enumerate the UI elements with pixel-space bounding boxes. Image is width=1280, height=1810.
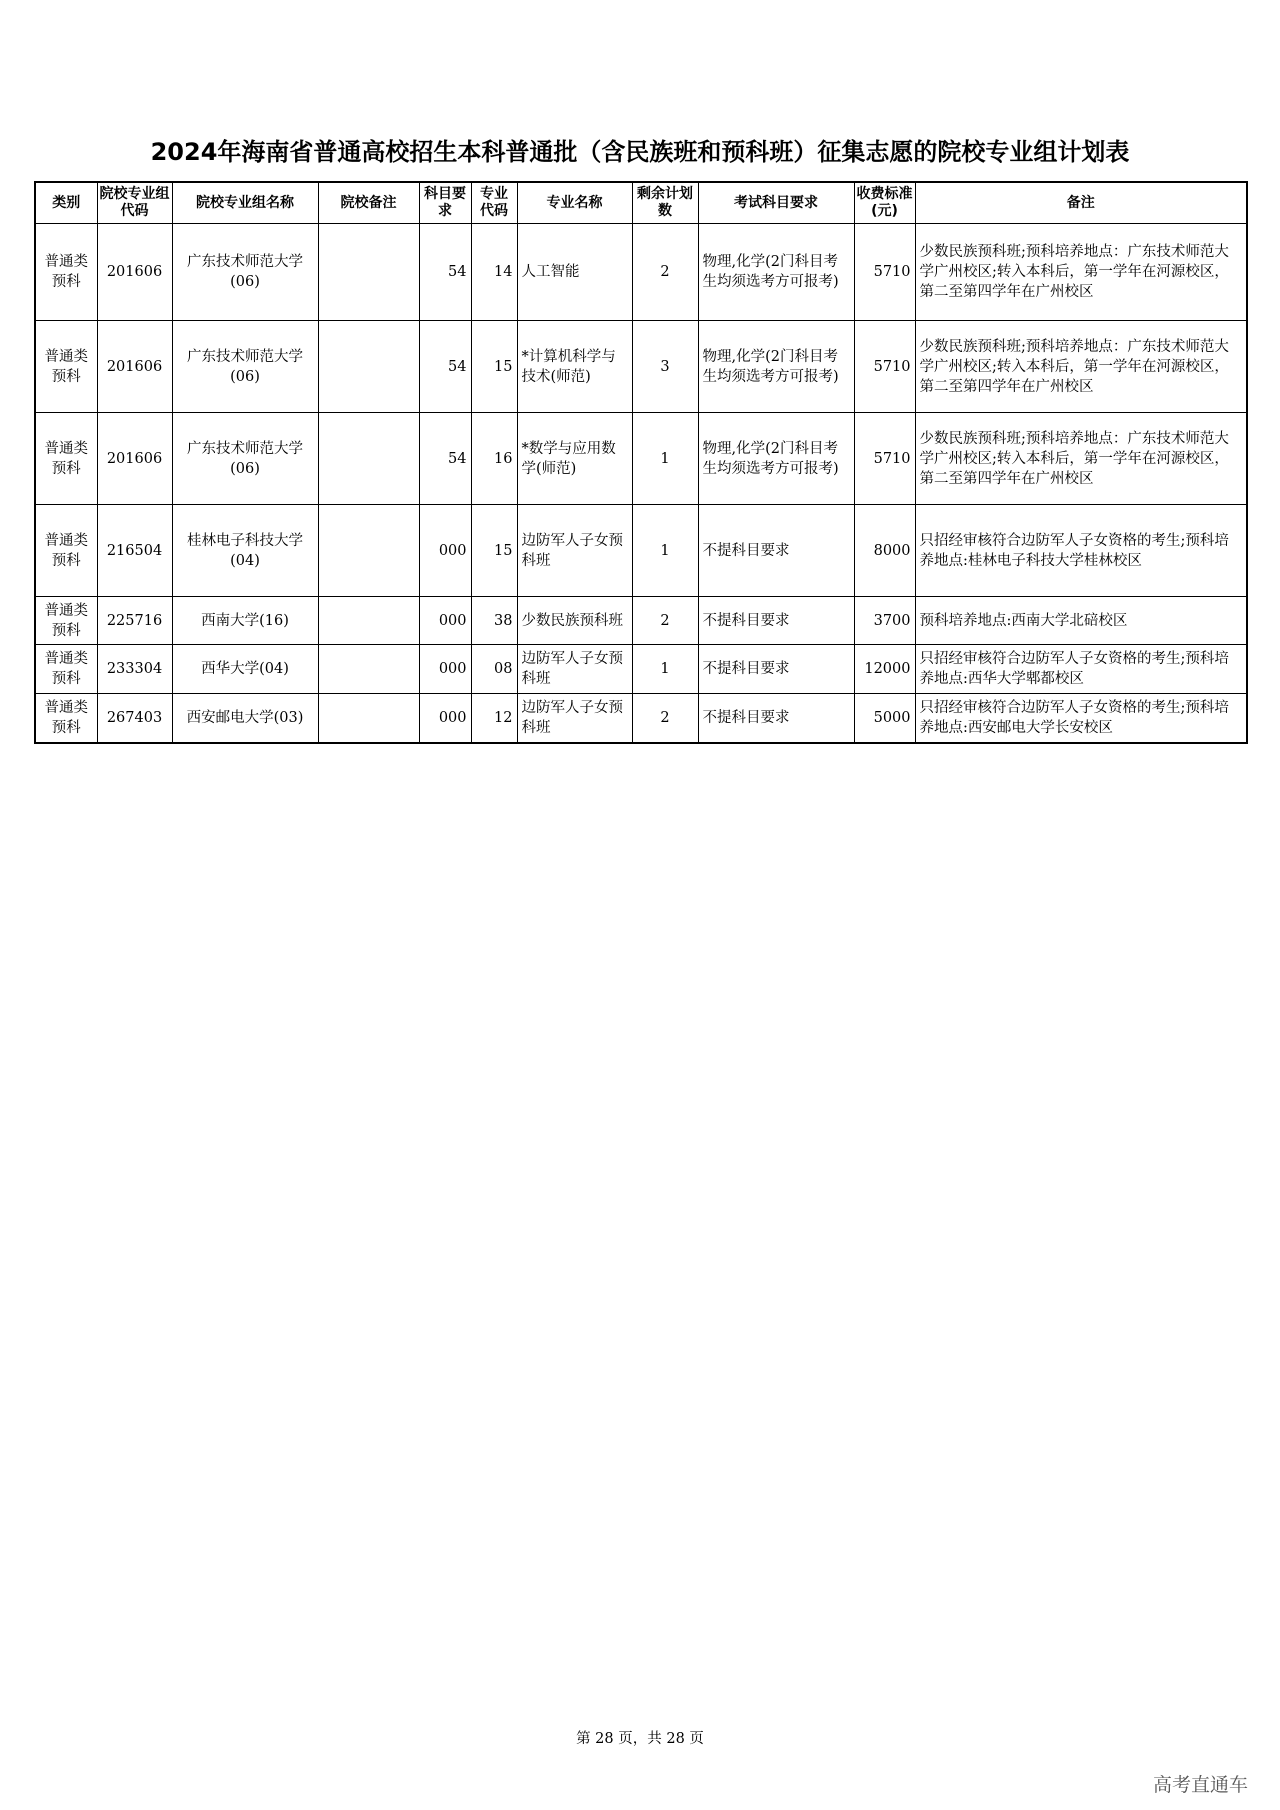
table-row (35, 224, 1247, 321)
cell-major-code: 12 (471, 694, 517, 744)
header-subject-req: 科目要求 (419, 182, 471, 224)
cell-remaining: 1 (632, 645, 698, 694)
cell-group-code: 267403 (97, 694, 172, 744)
cell-remark: 预科培养地点:西南大学北碚校区 (915, 597, 1247, 645)
cell-remark: 只招经审核符合边防军人子女资格的考生;预科培养地点:西华大学郫都校区 (915, 645, 1247, 694)
cell-major-name: 边防军人子女预科班 (517, 505, 632, 597)
cell-major-name: 人工智能 (517, 224, 632, 321)
plan-table (34, 181, 1248, 744)
cell-fee: 5710 (854, 413, 915, 505)
header-exam-req: 考试科目要求 (698, 182, 854, 224)
cell-group-code: 225716 (97, 597, 172, 645)
cell-subject-req: 54 (419, 321, 471, 413)
cell-remaining: 3 (632, 321, 698, 413)
table-row (35, 694, 1247, 744)
cell-group-name: 广东技术师范大学(06) (172, 224, 318, 321)
cell-group-code: 201606 (97, 224, 172, 321)
cell-remaining: 2 (632, 597, 698, 645)
cell-group-name: 广东技术师范大学(06) (172, 413, 318, 505)
cell-exam-req: 不提科目要求 (698, 597, 854, 645)
cell-subject-req: 54 (419, 224, 471, 321)
cell-remark: 少数民族预科班;预科培养地点：广东技术师范大学广州校区;转入本科后，第一学年在河源校区，第二至第四学年在广州校区 (915, 413, 1247, 505)
cell-group-code: 233304 (97, 645, 172, 694)
header-category: 类别 (35, 182, 97, 224)
cell-remark: 只招经审核符合边防军人子女资格的考生;预科培养地点:西安邮电大学长安校区 (915, 694, 1247, 744)
cell-major-name: 少数民族预科班 (517, 597, 632, 645)
cell-major-code: 08 (471, 645, 517, 694)
cell-subject-req: 000 (419, 505, 471, 597)
cell-category: 普通类预科 (35, 597, 97, 645)
header-group-name: 院校专业组名称 (172, 182, 318, 224)
header-major-name: 专业名称 (517, 182, 632, 224)
page-title: 2024年海南省普通高校招生本科普通批（含民族班和预科班）征集志愿的院校专业组计划表 (150, 138, 1130, 166)
watermark: 高考直通车 (1152, 1774, 1248, 1796)
cell-school-remark (318, 645, 419, 694)
cell-fee: 5710 (854, 321, 915, 413)
table-row (35, 413, 1247, 505)
cell-group-code: 216504 (97, 505, 172, 597)
cell-remaining: 1 (632, 413, 698, 505)
cell-fee: 3700 (854, 597, 915, 645)
cell-major-name: *计算机科学与技术(师范) (517, 321, 632, 413)
table-row (35, 321, 1247, 413)
cell-remaining: 2 (632, 224, 698, 321)
cell-fee: 5710 (854, 224, 915, 321)
cell-group-name: 西安邮电大学(03) (172, 694, 318, 744)
cell-category: 普通类预科 (35, 321, 97, 413)
cell-exam-req: 不提科目要求 (698, 505, 854, 597)
cell-group-code: 201606 (97, 321, 172, 413)
cell-exam-req: 物理,化学(2门科目考生均须选考方可报考) (698, 413, 854, 505)
cell-remaining: 2 (632, 694, 698, 744)
cell-category: 普通类预科 (35, 694, 97, 744)
cell-category: 普通类预科 (35, 505, 97, 597)
header-group-code: 院校专业组代码 (97, 182, 172, 224)
cell-group-name: 西华大学(04) (172, 645, 318, 694)
cell-school-remark (318, 597, 419, 645)
cell-school-remark (318, 694, 419, 744)
cell-fee: 5000 (854, 694, 915, 744)
cell-group-name: 桂林电子科技大学(04) (172, 505, 318, 597)
cell-group-name: 西南大学(16) (172, 597, 318, 645)
cell-group-code: 201606 (97, 413, 172, 505)
cell-major-name: 边防军人子女预科班 (517, 645, 632, 694)
header-major-code: 专业代码 (471, 182, 517, 224)
cell-major-code: 38 (471, 597, 517, 645)
cell-major-name: 边防军人子女预科班 (517, 694, 632, 744)
cell-exam-req: 不提科目要求 (698, 645, 854, 694)
header-remaining: 剩余计划数 (632, 182, 698, 224)
header-school-remark: 院校备注 (318, 182, 419, 224)
table-row (35, 505, 1247, 597)
cell-school-remark (318, 224, 419, 321)
cell-subject-req: 54 (419, 413, 471, 505)
cell-school-remark (318, 505, 419, 597)
table-row (35, 645, 1247, 694)
cell-subject-req: 000 (419, 597, 471, 645)
cell-school-remark (318, 413, 419, 505)
cell-major-code: 15 (471, 321, 517, 413)
cell-fee: 12000 (854, 645, 915, 694)
cell-remaining: 1 (632, 505, 698, 597)
cell-category: 普通类预科 (35, 645, 97, 694)
header-fee: 收费标准(元) (854, 182, 915, 224)
table-row (35, 597, 1247, 645)
cell-subject-req: 000 (419, 694, 471, 744)
cell-remark: 少数民族预科班;预科培养地点：广东技术师范大学广州校区;转入本科后，第一学年在河源校区，第二至第四学年在广州校区 (915, 321, 1247, 413)
cell-remark: 只招经审核符合边防军人子女资格的考生;预科培养地点:桂林电子科技大学桂林校区 (915, 505, 1247, 597)
cell-fee: 8000 (854, 505, 915, 597)
cell-major-code: 15 (471, 505, 517, 597)
cell-group-name: 广东技术师范大学(06) (172, 321, 318, 413)
cell-category: 普通类预科 (35, 413, 97, 505)
cell-remark: 少数民族预科班;预科培养地点：广东技术师范大学广州校区;转入本科后，第一学年在河源校区，第二至第四学年在广州校区 (915, 224, 1247, 321)
cell-major-name: *数学与应用数学(师范) (517, 413, 632, 505)
cell-subject-req: 000 (419, 645, 471, 694)
cell-exam-req: 物理,化学(2门科目考生均须选考方可报考) (698, 321, 854, 413)
cell-major-code: 16 (471, 413, 517, 505)
page-number: 第 28 页，共 28 页 (576, 1731, 704, 1747)
cell-exam-req: 不提科目要求 (698, 694, 854, 744)
cell-exam-req: 物理,化学(2门科目考生均须选考方可报考) (698, 224, 854, 321)
header-remark: 备注 (915, 182, 1247, 224)
cell-major-code: 14 (471, 224, 517, 321)
table-header-row (35, 182, 1247, 224)
cell-category: 普通类预科 (35, 224, 97, 321)
cell-school-remark (318, 321, 419, 413)
